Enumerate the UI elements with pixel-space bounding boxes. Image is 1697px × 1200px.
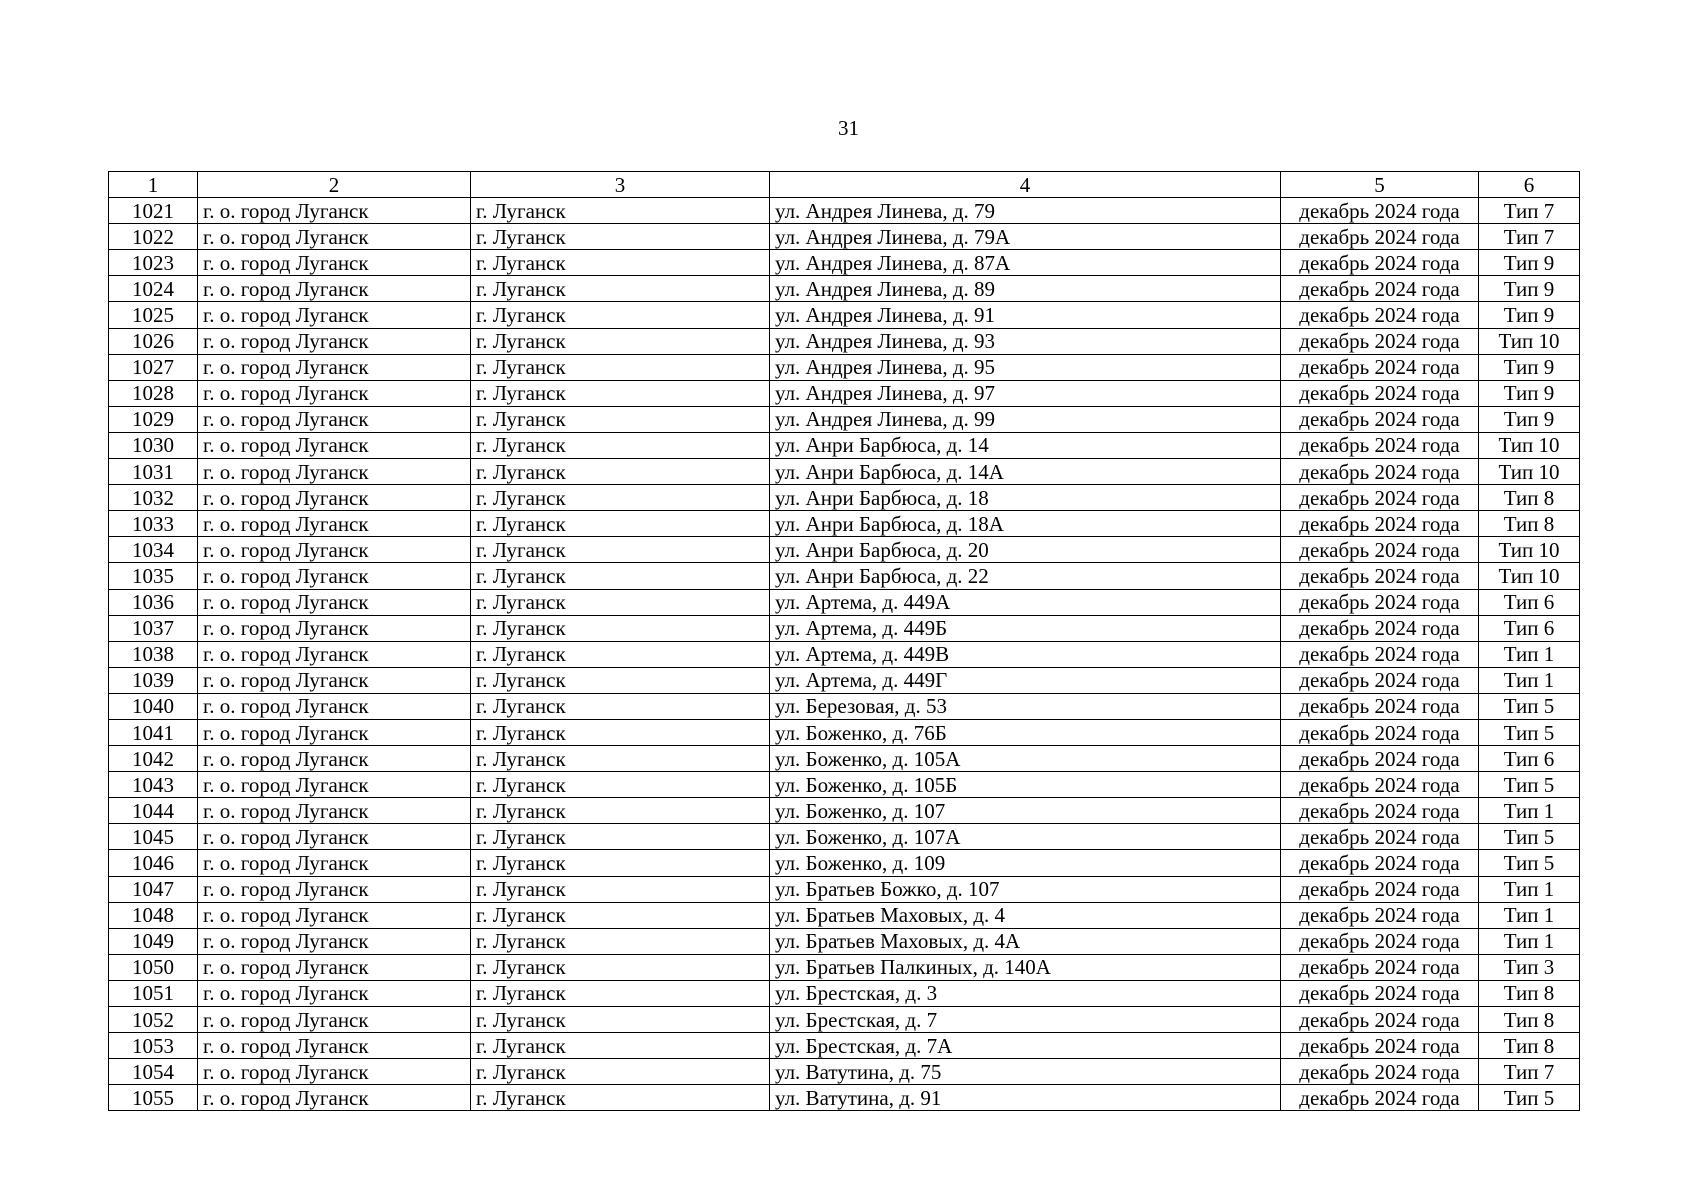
district-cell: г. о. город Луганск	[198, 850, 471, 876]
table-row	[109, 589, 1580, 615]
city-cell: г. Луганск	[471, 432, 770, 458]
district-cell: г. о. город Луганск	[198, 485, 471, 511]
address-cell: ул. Артема, д. 449А	[770, 589, 1281, 615]
city-cell: г. Луганск	[471, 328, 770, 354]
address-cell: ул. Анри Барбюса, д. 14А	[770, 459, 1281, 485]
type-cell: Тип 8	[1479, 1033, 1580, 1059]
city-cell: г. Луганск	[471, 1085, 770, 1111]
date-cell: декабрь 2024 года	[1281, 954, 1479, 980]
table-row	[109, 328, 1580, 354]
district-cell: г. о. город Луганск	[198, 641, 471, 667]
row-number-cell: 1038	[109, 641, 198, 667]
row-number-cell: 1048	[109, 902, 198, 928]
address-cell: ул. Андрея Линева, д. 99	[770, 406, 1281, 432]
row-number-cell: 1053	[109, 1033, 198, 1059]
city-cell: г. Луганск	[471, 406, 770, 432]
date-cell: декабрь 2024 года	[1281, 980, 1479, 1006]
date-cell: декабрь 2024 года	[1281, 511, 1479, 537]
type-cell: Тип 7	[1479, 198, 1580, 224]
city-cell: г. Луганск	[471, 876, 770, 902]
address-cell: ул. Боженко, д. 109	[770, 850, 1281, 876]
address-cell: ул. Андрея Линева, д. 95	[770, 354, 1281, 380]
row-number-cell: 1037	[109, 615, 198, 641]
table-row	[109, 798, 1580, 824]
header-col-3: 3	[471, 172, 770, 198]
district-cell: г. о. город Луганск	[198, 380, 471, 406]
address-cell: ул. Брестская, д. 7А	[770, 1033, 1281, 1059]
type-cell: Тип 10	[1479, 432, 1580, 458]
city-cell: г. Луганск	[471, 693, 770, 719]
district-cell: г. о. город Луганск	[198, 511, 471, 537]
row-number-cell: 1024	[109, 276, 198, 302]
row-number-cell: 1025	[109, 302, 198, 328]
date-cell: декабрь 2024 года	[1281, 485, 1479, 511]
table-row	[109, 928, 1580, 954]
type-cell: Тип 9	[1479, 276, 1580, 302]
date-cell: декабрь 2024 года	[1281, 1007, 1479, 1033]
address-cell: ул. Братьев Маховых, д. 4А	[770, 928, 1281, 954]
type-cell: Тип 8	[1479, 485, 1580, 511]
table-row	[109, 719, 1580, 745]
date-cell: декабрь 2024 года	[1281, 380, 1479, 406]
city-cell: г. Луганск	[471, 354, 770, 380]
date-cell: декабрь 2024 года	[1281, 798, 1479, 824]
date-cell: декабрь 2024 года	[1281, 850, 1479, 876]
table-row	[109, 485, 1580, 511]
row-number-cell: 1049	[109, 928, 198, 954]
type-cell: Тип 1	[1479, 641, 1580, 667]
district-cell: г. о. город Луганск	[198, 563, 471, 589]
type-cell: Тип 1	[1479, 928, 1580, 954]
type-cell: Тип 7	[1479, 224, 1580, 250]
type-cell: Тип 10	[1479, 537, 1580, 563]
district-cell: г. о. город Луганск	[198, 432, 471, 458]
row-number-cell: 1034	[109, 537, 198, 563]
table-row	[109, 302, 1580, 328]
table-row	[109, 902, 1580, 928]
table-row	[109, 276, 1580, 302]
city-cell: г. Луганск	[471, 459, 770, 485]
type-cell: Тип 9	[1479, 354, 1580, 380]
table-row	[109, 954, 1580, 980]
address-cell: ул. Ватутина, д. 91	[770, 1085, 1281, 1111]
address-cell: ул. Анри Барбюса, д. 14	[770, 432, 1281, 458]
date-cell: декабрь 2024 года	[1281, 537, 1479, 563]
table-row	[109, 250, 1580, 276]
row-number-cell: 1047	[109, 876, 198, 902]
district-cell: г. о. город Луганск	[198, 354, 471, 380]
header-col-5: 5	[1281, 172, 1479, 198]
address-cell: ул. Андрея Линева, д. 79	[770, 198, 1281, 224]
table-row	[109, 850, 1580, 876]
city-cell: г. Луганск	[471, 641, 770, 667]
address-cell: ул. Артема, д. 449Б	[770, 615, 1281, 641]
city-cell: г. Луганск	[471, 772, 770, 798]
row-number-cell: 1035	[109, 563, 198, 589]
date-cell: декабрь 2024 года	[1281, 693, 1479, 719]
district-cell: г. о. город Луганск	[198, 198, 471, 224]
date-cell: декабрь 2024 года	[1281, 1085, 1479, 1111]
type-cell: Тип 10	[1479, 563, 1580, 589]
table-row	[109, 1033, 1580, 1059]
district-cell: г. о. город Луганск	[198, 928, 471, 954]
type-cell: Тип 6	[1479, 746, 1580, 772]
date-cell: декабрь 2024 года	[1281, 589, 1479, 615]
date-cell: декабрь 2024 года	[1281, 772, 1479, 798]
address-cell: ул. Анри Барбюса, д. 18А	[770, 511, 1281, 537]
row-number-cell: 1045	[109, 824, 198, 850]
address-cell: ул. Артема, д. 449Г	[770, 667, 1281, 693]
housing-register-table	[108, 171, 1580, 1111]
district-cell: г. о. город Луганск	[198, 902, 471, 928]
type-cell: Тип 5	[1479, 693, 1580, 719]
row-number-cell: 1044	[109, 798, 198, 824]
address-cell: ул. Анри Барбюса, д. 22	[770, 563, 1281, 589]
date-cell: декабрь 2024 года	[1281, 928, 1479, 954]
address-cell: ул. Березовая, д. 53	[770, 693, 1281, 719]
date-cell: декабрь 2024 года	[1281, 250, 1479, 276]
district-cell: г. о. город Луганск	[198, 224, 471, 250]
date-cell: декабрь 2024 года	[1281, 354, 1479, 380]
city-cell: г. Луганск	[471, 850, 770, 876]
city-cell: г. Луганск	[471, 1059, 770, 1085]
date-cell: декабрь 2024 года	[1281, 432, 1479, 458]
city-cell: г. Луганск	[471, 980, 770, 1006]
district-cell: г. о. город Луганск	[198, 980, 471, 1006]
type-cell: Тип 9	[1479, 406, 1580, 432]
city-cell: г. Луганск	[471, 380, 770, 406]
city-cell: г. Луганск	[471, 511, 770, 537]
city-cell: г. Луганск	[471, 589, 770, 615]
district-cell: г. о. город Луганск	[198, 954, 471, 980]
city-cell: г. Луганск	[471, 198, 770, 224]
row-number-cell: 1028	[109, 380, 198, 406]
type-cell: Тип 1	[1479, 667, 1580, 693]
district-cell: г. о. город Луганск	[198, 772, 471, 798]
row-number-cell: 1029	[109, 406, 198, 432]
row-number-cell: 1033	[109, 511, 198, 537]
table-row	[109, 615, 1580, 641]
district-cell: г. о. город Луганск	[198, 1033, 471, 1059]
date-cell: декабрь 2024 года	[1281, 459, 1479, 485]
row-number-cell: 1027	[109, 354, 198, 380]
table-row	[109, 980, 1580, 1006]
date-cell: декабрь 2024 года	[1281, 276, 1479, 302]
district-cell: г. о. город Луганск	[198, 276, 471, 302]
city-cell: г. Луганск	[471, 719, 770, 745]
table-row	[109, 459, 1580, 485]
city-cell: г. Луганск	[471, 746, 770, 772]
type-cell: Тип 5	[1479, 1085, 1580, 1111]
address-cell: ул. Анри Барбюса, д. 18	[770, 485, 1281, 511]
table-row	[109, 667, 1580, 693]
address-cell: ул. Боженко, д. 105А	[770, 746, 1281, 772]
district-cell: г. о. город Луганск	[198, 1059, 471, 1085]
address-cell: ул. Андрея Линева, д. 91	[770, 302, 1281, 328]
address-cell: ул. Андрея Линева, д. 87А	[770, 250, 1281, 276]
district-cell: г. о. город Луганск	[198, 302, 471, 328]
district-cell: г. о. город Луганск	[198, 693, 471, 719]
date-cell: декабрь 2024 года	[1281, 563, 1479, 589]
table-row	[109, 511, 1580, 537]
city-cell: г. Луганск	[471, 928, 770, 954]
address-cell: ул. Боженко, д. 107А	[770, 824, 1281, 850]
date-cell: декабрь 2024 года	[1281, 198, 1479, 224]
table-row	[109, 772, 1580, 798]
row-number-cell: 1041	[109, 719, 198, 745]
type-cell: Тип 1	[1479, 798, 1580, 824]
district-cell: г. о. город Луганск	[198, 1085, 471, 1111]
table-row	[109, 563, 1580, 589]
type-cell: Тип 1	[1479, 902, 1580, 928]
address-cell: ул. Брестская, д. 7	[770, 1007, 1281, 1033]
district-cell: г. о. город Луганск	[198, 615, 471, 641]
date-cell: декабрь 2024 года	[1281, 641, 1479, 667]
address-cell: ул. Братьев Божко, д. 107	[770, 876, 1281, 902]
city-cell: г. Луганск	[471, 1033, 770, 1059]
address-cell: ул. Брестская, д. 3	[770, 980, 1281, 1006]
type-cell: Тип 5	[1479, 824, 1580, 850]
city-cell: г. Луганск	[471, 667, 770, 693]
table-row	[109, 693, 1580, 719]
date-cell: декабрь 2024 года	[1281, 824, 1479, 850]
date-cell: декабрь 2024 года	[1281, 876, 1479, 902]
type-cell: Тип 8	[1479, 980, 1580, 1006]
row-number-cell: 1054	[109, 1059, 198, 1085]
row-number-cell: 1046	[109, 850, 198, 876]
type-cell: Тип 5	[1479, 850, 1580, 876]
row-number-cell: 1039	[109, 667, 198, 693]
address-cell: ул. Боженко, д. 105Б	[770, 772, 1281, 798]
date-cell: декабрь 2024 года	[1281, 667, 1479, 693]
table-row	[109, 876, 1580, 902]
type-cell: Тип 10	[1479, 459, 1580, 485]
date-cell: декабрь 2024 года	[1281, 902, 1479, 928]
address-cell: ул. Андрея Линева, д. 79А	[770, 224, 1281, 250]
header-col-6: 6	[1479, 172, 1580, 198]
district-cell: г. о. город Луганск	[198, 1007, 471, 1033]
address-cell: ул. Боженко, д. 107	[770, 798, 1281, 824]
row-number-cell: 1042	[109, 746, 198, 772]
address-cell: ул. Артема, д. 449В	[770, 641, 1281, 667]
city-cell: г. Луганск	[471, 563, 770, 589]
table-row	[109, 406, 1580, 432]
table-row	[109, 1085, 1580, 1111]
table-row	[109, 380, 1580, 406]
table-row	[109, 641, 1580, 667]
type-cell: Тип 1	[1479, 876, 1580, 902]
date-cell: декабрь 2024 года	[1281, 302, 1479, 328]
type-cell: Тип 9	[1479, 302, 1580, 328]
type-cell: Тип 6	[1479, 615, 1580, 641]
date-cell: декабрь 2024 года	[1281, 1033, 1479, 1059]
table-body	[109, 198, 1580, 1111]
row-number-cell: 1031	[109, 459, 198, 485]
address-cell: ул. Ватутина, д. 75	[770, 1059, 1281, 1085]
city-cell: г. Луганск	[471, 250, 770, 276]
type-cell: Тип 3	[1479, 954, 1580, 980]
address-cell: ул. Анри Барбюса, д. 20	[770, 537, 1281, 563]
type-cell: Тип 5	[1479, 772, 1580, 798]
city-cell: г. Луганск	[471, 902, 770, 928]
district-cell: г. о. город Луганск	[198, 250, 471, 276]
table-row	[109, 746, 1580, 772]
date-cell: декабрь 2024 года	[1281, 719, 1479, 745]
address-cell: ул. Андрея Линева, д. 97	[770, 380, 1281, 406]
table-row	[109, 1007, 1580, 1033]
date-cell: декабрь 2024 года	[1281, 1059, 1479, 1085]
page-number: 31	[838, 116, 859, 140]
type-cell: Тип 9	[1479, 250, 1580, 276]
row-number-cell: 1030	[109, 432, 198, 458]
type-cell: Тип 7	[1479, 1059, 1580, 1085]
table-row	[109, 354, 1580, 380]
table-row	[109, 1059, 1580, 1085]
date-cell: декабрь 2024 года	[1281, 746, 1479, 772]
district-cell: г. о. город Луганск	[198, 537, 471, 563]
table-header	[109, 172, 1580, 198]
type-cell: Тип 8	[1479, 511, 1580, 537]
district-cell: г. о. город Луганск	[198, 876, 471, 902]
district-cell: г. о. город Луганск	[198, 328, 471, 354]
header-col-4: 4	[770, 172, 1281, 198]
city-cell: г. Луганск	[471, 276, 770, 302]
row-number-cell: 1055	[109, 1085, 198, 1111]
table-row	[109, 198, 1580, 224]
row-number-cell: 1040	[109, 693, 198, 719]
table-row	[109, 432, 1580, 458]
date-cell: декабрь 2024 года	[1281, 328, 1479, 354]
district-cell: г. о. город Луганск	[198, 719, 471, 745]
row-number-cell: 1050	[109, 954, 198, 980]
row-number-cell: 1021	[109, 198, 198, 224]
table-row	[109, 537, 1580, 563]
address-cell: ул. Боженко, д. 76Б	[770, 719, 1281, 745]
district-cell: г. о. город Луганск	[198, 746, 471, 772]
district-cell: г. о. город Луганск	[198, 589, 471, 615]
city-cell: г. Луганск	[471, 954, 770, 980]
district-cell: г. о. город Луганск	[198, 459, 471, 485]
row-number-cell: 1036	[109, 589, 198, 615]
type-cell: Тип 5	[1479, 719, 1580, 745]
header-col-2: 2	[198, 172, 471, 198]
date-cell: декабрь 2024 года	[1281, 406, 1479, 432]
row-number-cell: 1052	[109, 1007, 198, 1033]
address-cell: ул. Братьев Палкиных, д. 140А	[770, 954, 1281, 980]
type-cell: Тип 9	[1479, 380, 1580, 406]
city-cell: г. Луганск	[471, 798, 770, 824]
district-cell: г. о. город Луганск	[198, 824, 471, 850]
city-cell: г. Луганск	[471, 224, 770, 250]
row-number-cell: 1023	[109, 250, 198, 276]
address-cell: ул. Братьев Маховых, д. 4	[770, 902, 1281, 928]
type-cell: Тип 8	[1479, 1007, 1580, 1033]
district-cell: г. о. город Луганск	[198, 798, 471, 824]
city-cell: г. Луганск	[471, 302, 770, 328]
city-cell: г. Луганск	[471, 1007, 770, 1033]
header-row	[109, 172, 1580, 198]
row-number-cell: 1032	[109, 485, 198, 511]
row-number-cell: 1043	[109, 772, 198, 798]
city-cell: г. Луганск	[471, 615, 770, 641]
district-cell: г. о. город Луганск	[198, 667, 471, 693]
row-number-cell: 1026	[109, 328, 198, 354]
type-cell: Тип 10	[1479, 328, 1580, 354]
district-cell: г. о. город Луганск	[198, 406, 471, 432]
city-cell: г. Луганск	[471, 537, 770, 563]
type-cell: Тип 6	[1479, 589, 1580, 615]
city-cell: г. Луганск	[471, 824, 770, 850]
date-cell: декабрь 2024 года	[1281, 615, 1479, 641]
city-cell: г. Луганск	[471, 485, 770, 511]
row-number-cell: 1051	[109, 980, 198, 1006]
table-row	[109, 224, 1580, 250]
table-row	[109, 824, 1580, 850]
address-cell: ул. Андрея Линева, д. 93	[770, 328, 1281, 354]
row-number-cell: 1022	[109, 224, 198, 250]
date-cell: декабрь 2024 года	[1281, 224, 1479, 250]
address-cell: ул. Андрея Линева, д. 89	[770, 276, 1281, 302]
header-col-1: 1	[109, 172, 198, 198]
